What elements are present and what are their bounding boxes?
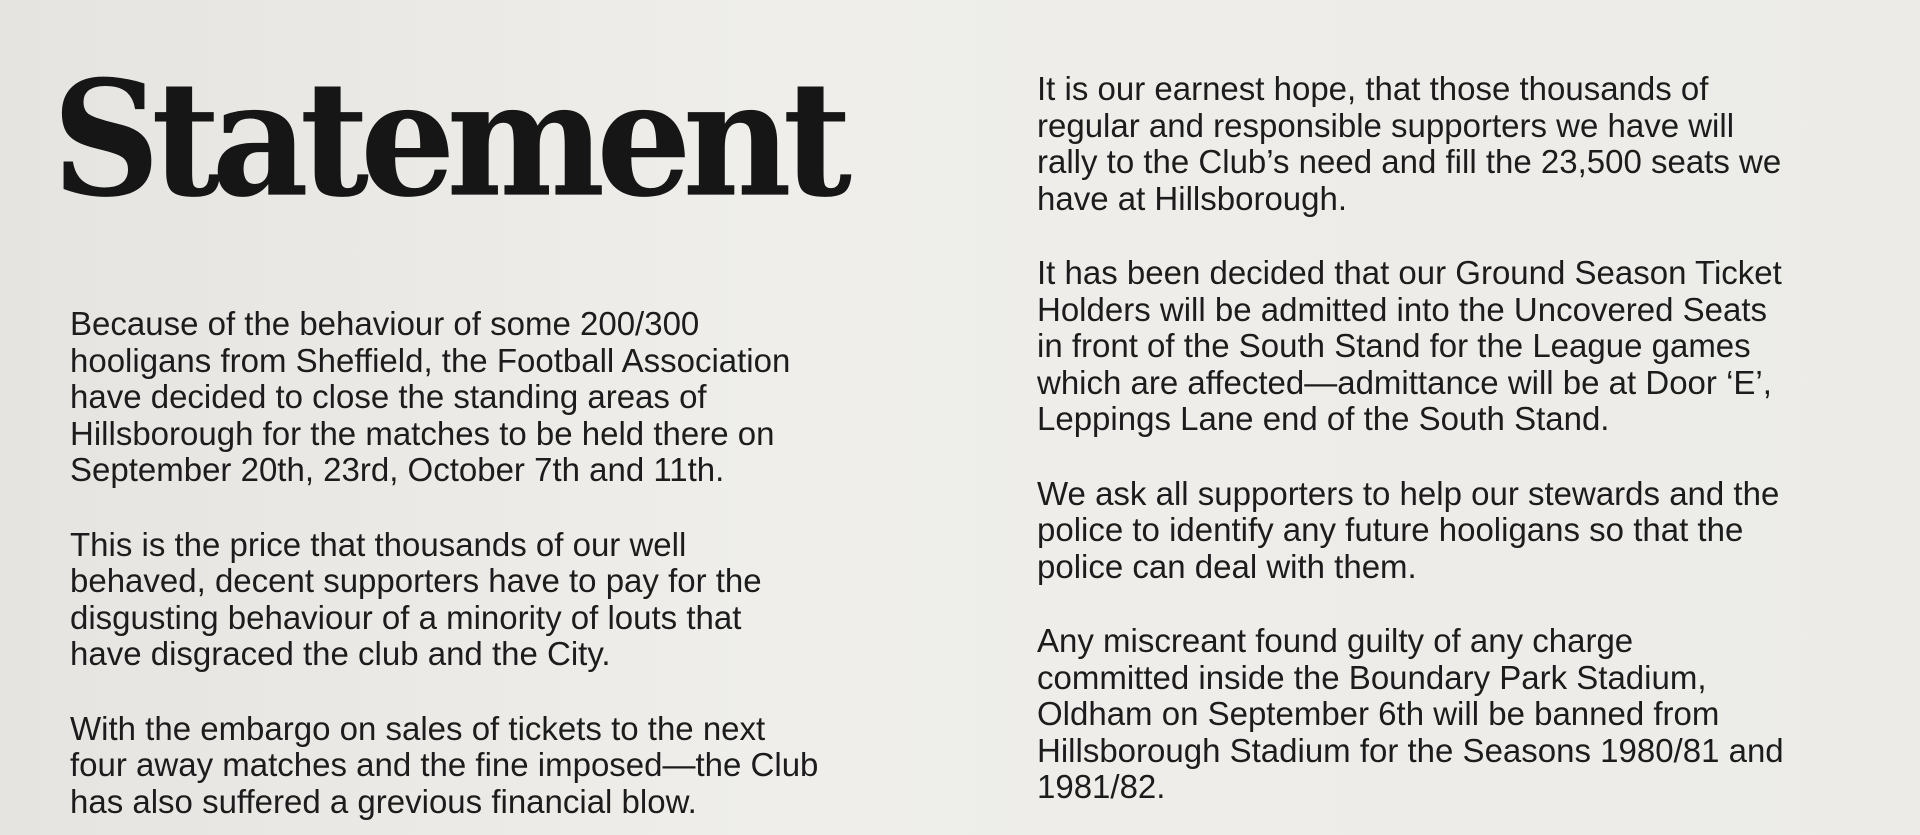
text-line: We ask all supporters to help our stewards and the xyxy=(1037,474,1780,512)
text-line: Oldham on September 6th will be banned from xyxy=(1037,695,1720,732)
text-line: committed inside the Boundary Park Stadium, xyxy=(1037,658,1707,696)
text-line: police to identify any future hooligans so that the xyxy=(1037,511,1744,548)
text-line: It has been decided that our Ground Season Ticket xyxy=(1037,254,1782,291)
text-line: four away matches and the fine imposed—the Club xyxy=(70,746,819,783)
text-line: police can deal with them. xyxy=(1037,547,1417,585)
text-line: hooligans from Sheffield, the Football Association xyxy=(70,341,791,379)
paragraph-miscreant xyxy=(1037,623,1917,806)
text-line: Hillsborough Stadium for the Seasons 1980/81 and xyxy=(1037,731,1784,769)
paragraph-hope xyxy=(1037,71,1917,217)
text-line: disgusting behaviour of a minority of louts that xyxy=(70,598,742,636)
statement-title: Statement xyxy=(52,46,844,233)
paragraph-price xyxy=(70,527,970,673)
text-line: Leppings Lane end of the South Stand. xyxy=(1037,400,1610,437)
text-line: Holders will be admitted into the Uncovered Seats xyxy=(1037,290,1768,328)
text-line: behaved, decent supporters have to pay for the xyxy=(70,562,762,599)
paragraph-embargo xyxy=(70,711,970,821)
text-line: has also suffered a grevious financial blow. xyxy=(70,782,697,820)
text-line: Any miscreant found guilty of any charge xyxy=(1037,622,1634,659)
text-line: regular and responsible supporters we have will xyxy=(1037,106,1735,144)
text-line: rally to the Club’s need and fill the 23,500 seats we xyxy=(1037,143,1782,180)
right-column xyxy=(1037,71,1917,835)
text-line: Hillsborough for the matches to be held there on xyxy=(70,414,775,452)
text-line: With the embargo on sales of tickets to the next xyxy=(70,709,766,747)
text-line: September 20th, 23rd, October 7th and 11th. xyxy=(70,451,725,488)
text-line: have decided to close the standing areas of xyxy=(70,378,707,415)
text-line: have at Hillsborough. xyxy=(1037,179,1348,217)
text-line: It is our earnest hope, that those thousands of xyxy=(1037,70,1709,107)
text-line: have disgraced the club and the City. xyxy=(70,635,611,672)
text-line: Because of the behaviour of some 200/300 xyxy=(70,305,700,342)
left-column xyxy=(70,306,970,835)
paragraph-hooligans xyxy=(70,306,970,489)
text-line: which are affected—admittance will be at Door ‘E’, xyxy=(1037,363,1772,401)
text-line: This is the price that thousands of our well xyxy=(70,525,687,563)
text-line: 1981/82. xyxy=(1037,768,1166,805)
paragraph-stewards xyxy=(1037,476,1917,586)
text-line: in front of the South Stand for the League games xyxy=(1037,327,1751,364)
paragraph-season-ticket xyxy=(1037,255,1917,438)
